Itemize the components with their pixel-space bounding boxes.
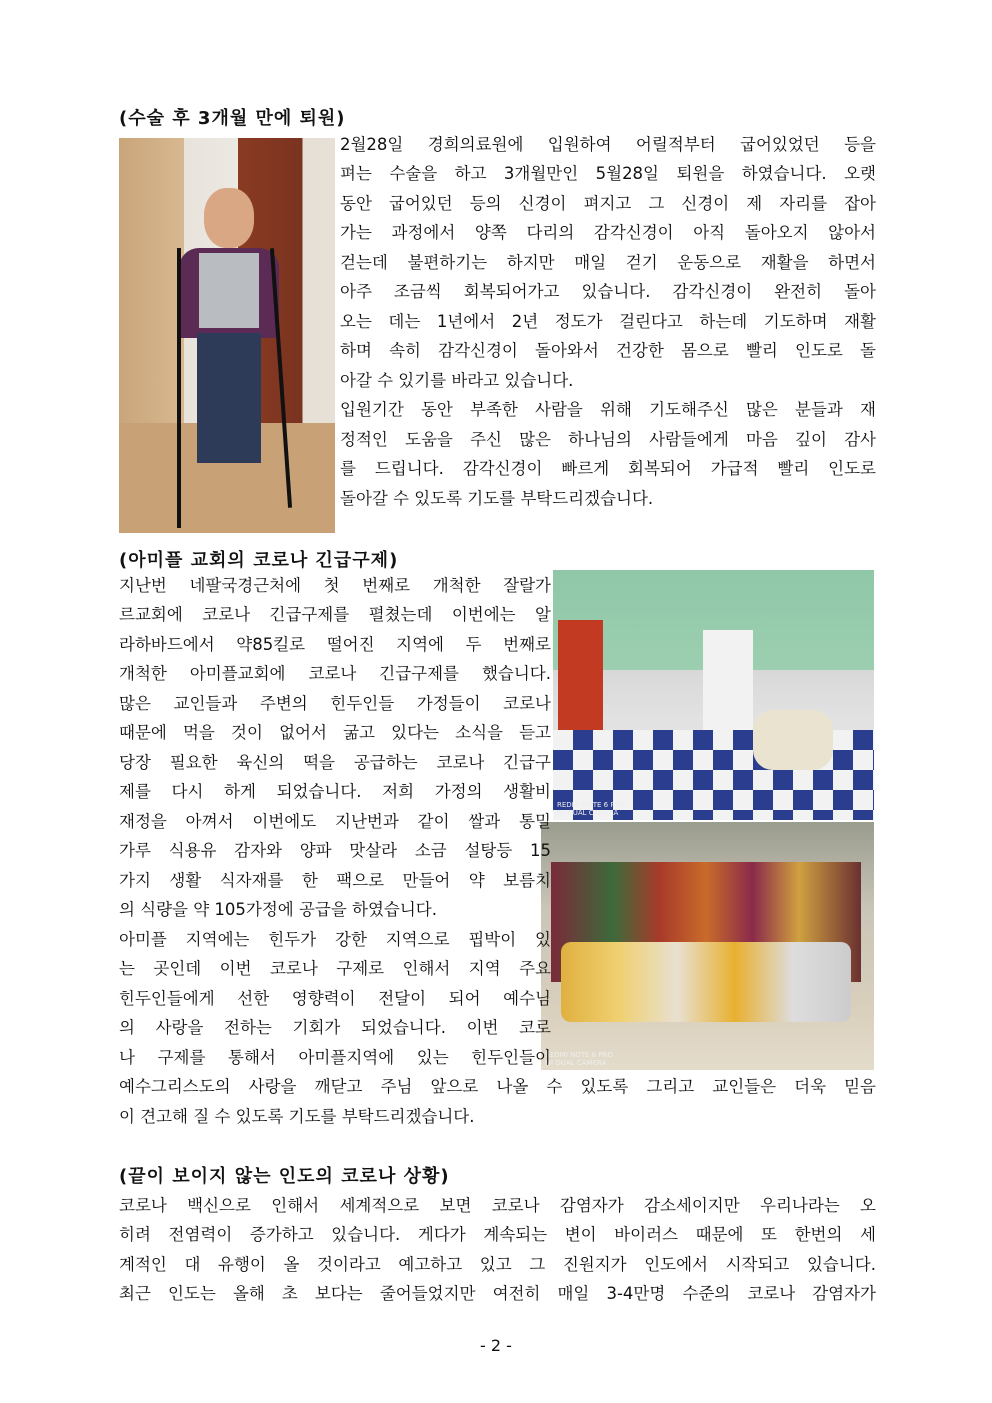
text-line: 개척한 아미플교회에 코로나 긴급구제를 했습니다. [119,664,551,683]
text-line: 라하바드에서 약85킬로 떨어진 지역에 두 번째로 [119,635,551,654]
text-line: 히려 전염력이 증가하고 있습니다. 게다가 계속되는 변이 바이러스 때문에 또 한번의 세 [119,1225,876,1244]
text-line: 때문에 먹을 것이 없어서 굶고 있다는 소식을 듣고 [119,723,551,742]
section-title-india-covid: (끝이 보이지 않는 인도의 코로나 상황) [119,1166,450,1187]
text-line: 동안 굽어있던 등의 신경이 펴지고 그 신경이 제 자리를 잡아 [340,194,876,213]
section-title-relief: (아미플 교회의 코로나 긴급구제) [119,550,399,571]
text-line: 르교회에 코로나 긴급구제를 펼쳤는데 이번에는 알 [119,605,551,624]
photo-watermark: REDMI NOTE 6 PRO MI DUAL CAMERA [545,1051,613,1067]
photo-women-with-food-bags [541,822,874,1070]
text-line: 제를 다시 하게 되었습니다. 저희 가정의 생활비 [119,782,551,801]
text-line: 많은 교인들과 주변의 힌두인들 가정들이 코로나 [119,694,551,713]
text-line: 당장 필요한 육신의 떡을 공급하는 코로나 긴급구 [119,753,551,772]
page-number: - 2 - [480,1336,512,1355]
photo-watermark: REDMI NOTE 6 PRO MI DUAL CAMERA [557,801,625,817]
text-line: 2월28일 경희의료원에 입원하여 어릴적부터 굽어있었던 등을 [340,135,876,154]
photo-food-packing [553,570,874,820]
text-line: 의 사랑을 전하는 기회가 되었습니다. 이번 코로 [119,1018,551,1037]
text-line: 나 구제를 통해서 아미플지역에 있는 힌두인들이 [119,1048,551,1067]
text-line: 펴는 수술을 하고 3개월만인 5월28일 퇴원을 하였습니다. 오랫 [340,164,876,183]
text-line: 가지 생활 식자재를 한 팩으로 만들어 약 보름치 [119,871,551,890]
text-line: 힌두인들에게 선한 영향력이 전달이 되어 예수님 [119,989,551,1008]
text-line: 이 견고해 질 수 있도록 기도를 부탁드리겠습니다. [119,1107,475,1126]
text-line: 오는 데는 1년에서 2년 정도가 걸린다고 하는데 기도하며 재활 [340,312,876,331]
text-line: 는 곳인데 이번 코로나 구제로 인해서 지역 주요 [119,959,551,978]
text-line: 최근 인도는 올해 초 보다는 줄어들었지만 여전히 매일 3-4만명 수준의 코로나 감염자가 [119,1284,876,1303]
text-line: 를 드립니다. 감각신경이 빠르게 회복되어 가급적 빨리 인도로 [340,459,876,478]
text-line: 하며 속히 감각신경이 돌아와서 건강한 몸으로 빨리 인도로 돌 [340,341,876,360]
text-line: 아미플 지역에는 힌두가 강한 지역으로 핍박이 있 [119,930,551,949]
text-line: 지난번 네팔국경근처에 첫 번째로 개척한 잘랄가 [119,576,551,595]
text-line: 예수그리스도의 사랑을 깨닫고 주님 앞으로 나올 수 있도록 그리고 교인들은 더욱 믿음 [119,1077,876,1096]
text-line: 걷는데 불편하기는 하지만 매일 걷기 운동으로 재활을 하면서 [340,253,876,272]
text-line: 입원기간 동안 부족한 사람을 위해 기도해주신 많은 분들과 재 [340,400,876,419]
text-line: 가는 과정에서 양쪽 다리의 감각신경이 아직 돌아오지 않아서 [340,223,876,242]
section-title-discharge: (수술 후 3개월 만에 퇴원) [119,108,346,129]
text-line: 코로나 백신으로 인해서 세계적으로 보면 코로나 감염자가 감소세이지만 우리나라는 오 [119,1196,876,1215]
text-line: 계적인 대 유행이 올 것이라고 예고하고 있고 그 진원지가 인도에서 시작되고 있습니다. [119,1255,876,1274]
text-line: 의 식량을 약 105가정에 공급을 하였습니다. [119,900,437,919]
text-line: 아갈 수 있기를 바라고 있습니다. [340,371,574,390]
text-line: 재정을 아껴서 이번에도 지난번과 같이 쌀과 통밀 [119,812,551,831]
text-line: 정적인 도움을 주신 많은 하나님의 사람들에게 마음 깊이 감사 [340,430,876,449]
text-line: 아주 조금씩 회복되어가고 있습니다. 감각신경이 완전히 돌아 [340,282,876,301]
text-line: 돌아갈 수 있도록 기도를 부탁드리겠습니다. [340,489,654,508]
photo-man-with-walking-poles [119,138,335,533]
text-line: 가루 식용유 감자와 양파 맛살라 소금 설탕등 15 [119,841,551,860]
